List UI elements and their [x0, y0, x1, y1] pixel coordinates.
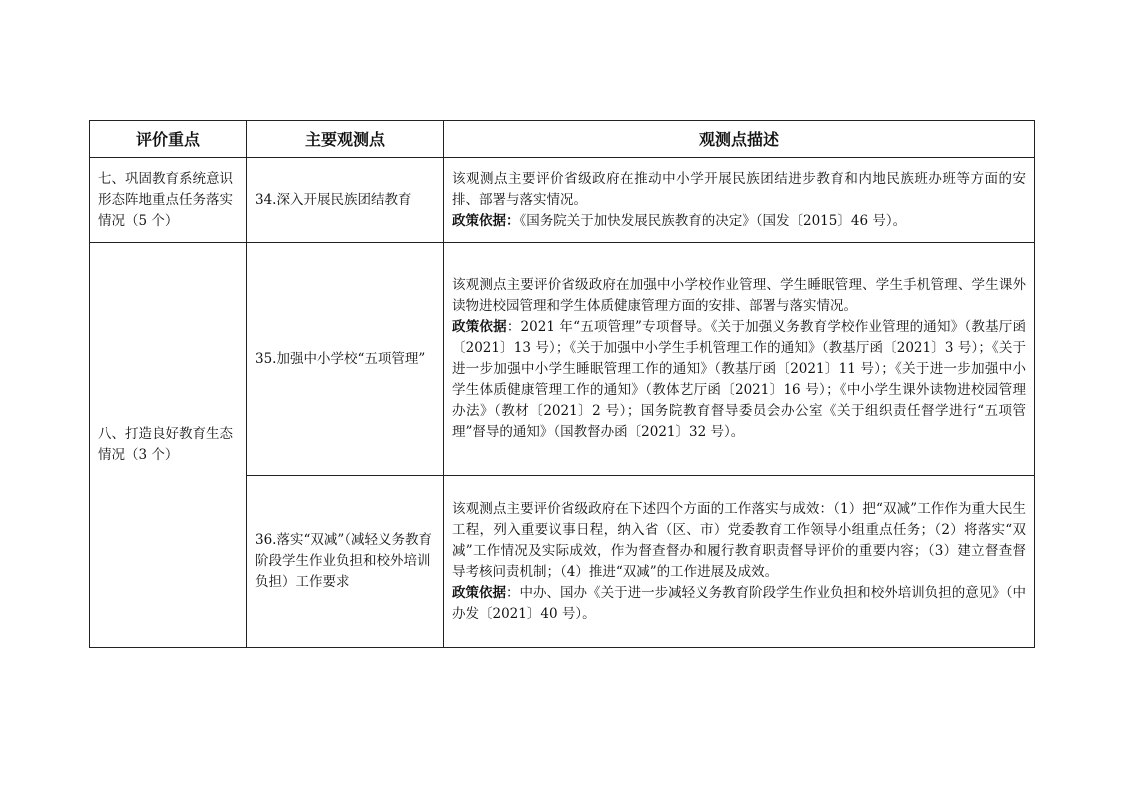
policy-basis: [452, 211, 1026, 232]
evaluation-focus-cell: 八、打造良好教育生态情况（3 个）: [90, 243, 247, 648]
observation-point-cell: 35.加强中小学校“五项管理”: [247, 243, 444, 476]
description-text: 该观测点主要评价省级政府在推动中小学开展民族团结进步教育和内地民族班办班等方面的安排、部署与落实情况。: [452, 170, 1026, 208]
table-header-row: [90, 121, 1035, 158]
observation-point-cell: 34.深入开展民族团结教育: [247, 158, 444, 243]
table-row: [90, 243, 1035, 476]
header-evaluation-focus: 评价重点: [90, 121, 247, 158]
observation-description-cell: [444, 476, 1035, 648]
header-observation-description: 观测点描述: [444, 121, 1035, 158]
description-text: 该观测点主要评价省级政府在下述四个方面的工作落实与成效：（1）把“双减”工作作为重大民生工程，列入重要议事日程，纳入省（区、市）党委教育工作领导小组重点任务；（2）将落实“双减”工作情况及实际成效，作为督查督办和履行教育职责督导评价的重要内容；（3）建立督查督导考核问责机制；（4）推进“双减”的工作进展及成效。: [452, 500, 1026, 580]
evaluation-focus-cell: 七、巩固教育系统意识形态阵地重点任务落实情况（5 个）: [90, 158, 247, 243]
policy-label: 政策依据: [452, 584, 507, 601]
policy-basis: [452, 583, 1026, 625]
policy-text: ：2021 年“五项管理”专项督导。《关于加强义务教育学校作业管理的通知》（教基厅函〔2021〕13 号）；《关于加强中小学生手机管理工作的通知》（教基厅函〔2021〕3 号）；《关于进一步加强中小学生睡眠管理工作的通知》（教基厅函〔2021〕11 号）；《关于进一步加强中小学生体质健康管理工作的通知》（教体艺厅函〔2021〕16 号）；《中小学生课外读物进校园管理办法》（教材〔2021〕2 号）；国务院教育督导委员会办公室《关于组织责任督学进行“五项管理”督导的通知》（国教督办函〔2021〕32 号）。: [452, 319, 1027, 440]
policy-label: 政策依据：: [452, 212, 520, 229]
policy-label: 政策依据: [452, 319, 507, 335]
policy-basis: [452, 317, 1026, 443]
header-observation-point: 主要观测点: [247, 121, 444, 158]
table-row: [90, 158, 1035, 243]
observation-description-cell: [444, 243, 1035, 476]
policy-text: 《国务院关于加快发展民族教育的决定》（国发〔2015〕46 号）。: [519, 212, 907, 229]
observation-description-cell: [444, 158, 1035, 243]
description-text: 该观测点主要评价省级政府在加强中小学校作业管理、学生睡眠管理、学生手机管理、学生课外读物进校园管理和学生体质健康管理方面的安排、部署与落实情况。: [452, 277, 1026, 314]
policy-text: ：中办、国办《关于进一步减轻义务教育阶段学生作业负担和校外培训负担的意见》（中办发〔2021〕40 号）。: [452, 584, 1027, 622]
observation-point-cell: 36.落实“双减”（减轻义务教育阶段学生作业负担和校外培训负担）工作要求: [247, 476, 444, 648]
evaluation-table: [89, 120, 1035, 648]
